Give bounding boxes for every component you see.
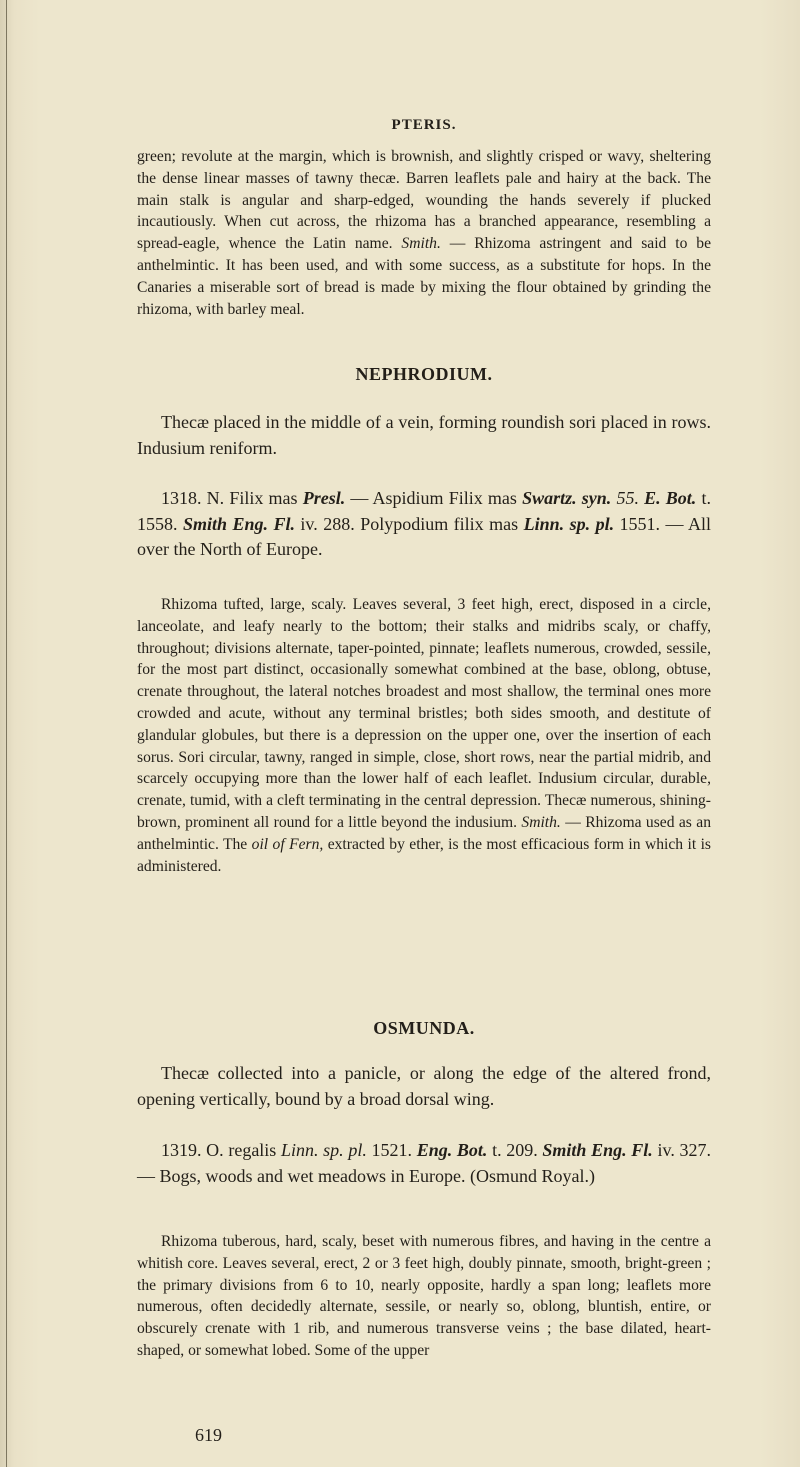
osmunda-heading: OSMUNDA.	[373, 1018, 475, 1038]
nephrodium-entry-part-7: iv. 288. Polypodium filix mas	[294, 513, 524, 534]
nephrodium-entry-part-0: Presl.	[302, 488, 346, 508]
osmunda-entry-part-3: Eng. Bot.	[416, 1140, 488, 1160]
nephrodium-description-tail-b: extracted by ether, is the most efficacious form in which it is administered.	[137, 835, 711, 875]
lead-paragraph-tail: — Rhizoma astringent and said to be anthelmintic. It has been used, and with some success, as a substitute for hops. In the Canaries a miserable sort of bread is made by mixing the flour obtained by grinding the rhizoma, with barley meal.	[137, 235, 711, 318]
osmunda-description: Rhizoma tuberous, hard, scaly, beset with numerous fibres, and having in the centre a whitish core. Leaves several, erect, 2 or 3 feet high, doubly pinnate, smooth, bright-green ; the primary divisions from 6 to 10, nearly opposite, hardly a span long; leaflets more numerous, often decidedly alternate, sessile, or nearly so, oblong, bluntish, entire, or obscurely crenate with 1 rib, and numerous transverse veins ; the base dilated, heart-shaped, or somewhat lobed. Some of the upper	[137, 1233, 711, 1359]
running-head: PTERIS.	[391, 117, 457, 133]
osmunda-entry-citations	[137, 1140, 711, 1186]
nephrodium-entry-part-5: t. 1558.	[137, 488, 711, 534]
osmunda-entry-part-6: iv. 327. — Bogs, woods and wet meadows in Europe. (Osmund Royal.)	[137, 1140, 711, 1186]
nephrodium-entry-part-4: E. Bot.	[644, 488, 697, 508]
nephrodium-entry-part-1: — Aspidium Filix mas	[345, 488, 523, 508]
lead-paragraph	[137, 146, 711, 320]
osmunda-description-block	[137, 1231, 711, 1362]
lead-paragraph-smith: Smith.	[401, 235, 441, 253]
nephrodium-entry-number: 1318. N. Filix mas	[161, 488, 298, 508]
osmunda-entry-part-4: t. 209.	[487, 1140, 543, 1160]
osmunda-entry-part-1: Linn. sp. pl.	[281, 1140, 367, 1160]
nephrodium-description-smith: Smith.	[521, 813, 561, 831]
nephrodium-definition-block	[137, 410, 711, 461]
nephrodium-entry	[137, 486, 711, 563]
binding-edge-line	[6, 0, 7, 1467]
nephrodium-entry-part-6: Smith Eng. Fl.	[182, 513, 295, 534]
osmunda-entry-block	[137, 1138, 711, 1189]
nephrodium-entry-part-8: Linn. sp. pl.	[523, 513, 615, 534]
nephrodium-definition: Thecæ placed in the middle of a vein, forming roundish sori placed in rows. Indusium reniform.	[137, 412, 711, 458]
nephrodium-description-block	[137, 594, 711, 877]
nephrodium-description	[137, 594, 711, 877]
nephrodium-description-tail-a: — Rhizoma used as an anthelmintic. The	[137, 813, 711, 853]
osmunda-definition-block	[137, 1061, 711, 1112]
nephrodium-oil-of-fern: oil of Fern,	[251, 835, 324, 853]
osmunda-entry-part-5: Smith Eng. Fl.	[542, 1140, 653, 1160]
nephrodium-description-text: Rhizoma tufted, large, scaly. Leaves several, 3 feet high, erect, disposed in a circle, lanceolate, and leafy nearly to the bottom; their stalks and midribs scaly, or chaffy, throughout; divisions alternate, taper-pointed, pinnate; leaflets numerous, crowded, sessile, for the most part distinct, occasionally somewhat combined at the base, oblong, obtuse, crenate throughout, the lateral notches broadest and most shallow, the terminal ones more crowded and acute, without any terminal bristles; both sides smooth, and destitute of glandular globules, but there is a depression on the upper one, over the insertion of each sorus. Sori circular, tawny, ranged in simple, close, short rows, near the partial midrib, and scarcely occupying more than the lower half of each leaflet. Indusium circular, durable, crenate, tumid, with a cleft terminating in the central depression. Thecæ numerous, shining-brown, prominent all round for a little beyond the indusium.	[137, 596, 711, 831]
osmunda-definition: Thecæ collected into a panicle, or along the edge of the altered frond, opening vertically, bound by a broad dorsal wing.	[137, 1063, 711, 1109]
osmunda-entry-part-0: 1319. O. regalis	[161, 1140, 281, 1160]
osmunda-entry-part-2: 1521.	[366, 1140, 417, 1160]
lead-paragraph-text: green; revolute at the margin, which is brownish, and slightly crisped or wavy, sheltering the dense linear masses of tawny thecæ. Barren leaflets pale and hairy at the back. The main stalk is angular and sharp-edged, wounding the hands severely if plucked incautiously. When cut across, the rhizoma has a branched appearance, resembling a spread-eagle, whence the Latin name.	[137, 148, 711, 253]
page-number: 619	[195, 1425, 222, 1445]
osmunda-entry	[137, 1138, 711, 1189]
nephrodium-entry-part-9: 1551. — All over the North of Europe.	[137, 513, 711, 559]
nephrodium-entry-part-2: Swartz. syn.	[522, 488, 612, 508]
nephrodium-entry-part-3: 55.	[611, 488, 645, 508]
nephrodium-entry-block	[137, 486, 711, 563]
nephrodium-heading: NEPHRODIUM.	[355, 364, 493, 384]
